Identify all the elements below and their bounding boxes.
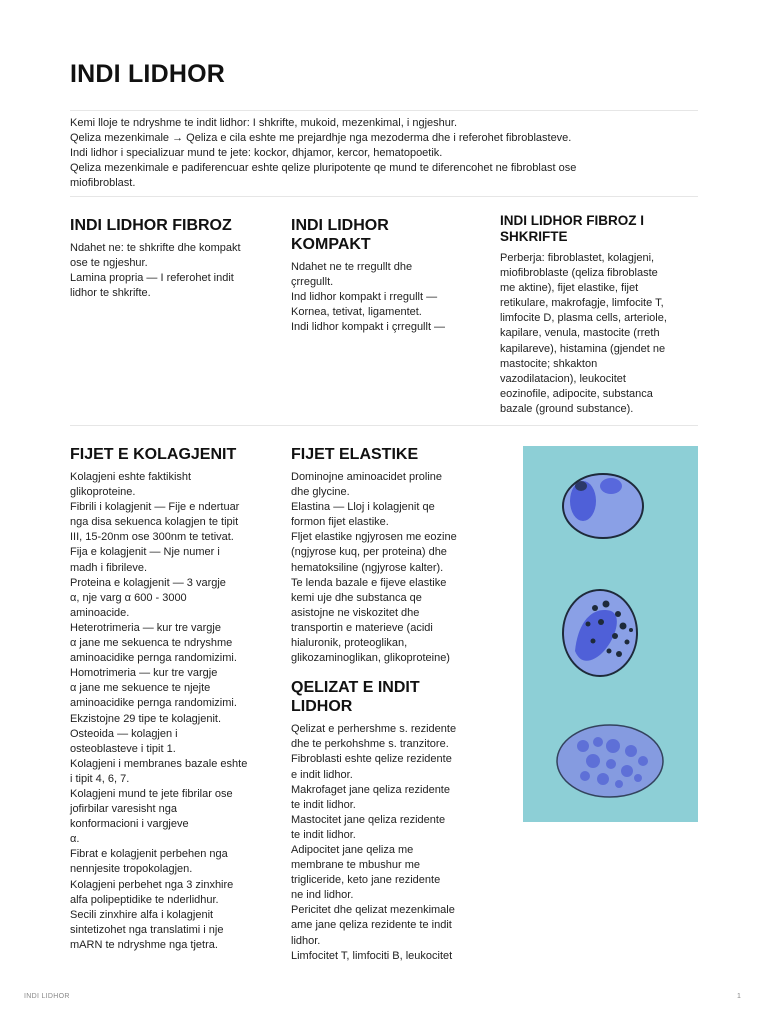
section-line: retikulare, makrofagje, limfocite T,: [500, 297, 664, 310]
section-line: Elastina — Lloj i kolagjenit qe: [291, 501, 435, 514]
section-line: kapilare, venula, mastocite (rreth: [500, 327, 660, 340]
section-line: trigliceride, keto jane rezidente: [291, 874, 441, 887]
heading-line: LIDHOR: [291, 698, 353, 716]
section-line: aminoacide.: [70, 606, 130, 619]
section-line: alfa polipeptidike te nderlidhur.: [70, 893, 219, 906]
section-kompakt: [291, 216, 481, 335]
heading-line: INDI LIDHOR: [291, 217, 389, 234]
section-heading: [291, 678, 486, 716]
section-line: jofirbilar varesisht nga: [70, 803, 177, 816]
section-line: Makrofaget jane qeliza rezidente: [291, 783, 450, 796]
intro-line: Qeliza mezenkimale e padiferencuar eshte qelize pluripotente qe mund te diferencohet ne fibroblast ose: [70, 162, 577, 174]
section-shkrifte: [500, 213, 700, 417]
cells-drawing: [523, 446, 698, 822]
section-line: Ind lidhor kompakt i rregullt —: [291, 291, 438, 304]
connective-tissue-cells-illustration: [523, 446, 698, 822]
section-line: ose te ngjeshur.: [70, 257, 148, 270]
section-heading: INDI LIDHOR FIBROZ: [70, 217, 232, 234]
intro-line: miofibroblast.: [70, 177, 136, 189]
section-line: α jane me sekuence te njejte: [70, 682, 211, 695]
section-line: Osteoida — kolagjen i: [70, 727, 178, 740]
section-line: aminoacidike pernga randomizimi.: [70, 652, 237, 665]
section-line: glikozaminoglikan, glikoproteine): [291, 652, 450, 665]
section-heading: [500, 213, 700, 245]
section-line: transportin e materieve (acidi: [291, 621, 433, 634]
intro-line: Indi lidhor i specializuar mund te jete: kockor, dhjamor, kercor, hematopoetik.: [70, 147, 443, 159]
heading-line: INDI LIDHOR FIBROZ I: [500, 213, 644, 228]
section-line: α, nje varg α 600 - 3000: [70, 591, 187, 604]
section-line: Pericitet dhe qelizat mezenkimale: [291, 904, 455, 917]
section-line: glikoproteine.: [70, 486, 136, 499]
section-line: nga disa sekuenca kolagjen te tipit: [70, 516, 239, 529]
section-line: çrregullt.: [291, 276, 334, 289]
section-line: e indit lidhor.: [291, 768, 353, 781]
cell-granule: [575, 481, 587, 491]
section-line: nennjesite tropokolagjen.: [70, 863, 193, 876]
section-line: Fija e kolagjenit — Nje numer i: [70, 546, 220, 559]
section-line: limfocite D, plasma cells, arteriole,: [500, 312, 667, 325]
section-line: bazale (ground substance).: [500, 402, 634, 415]
section-elastike: [291, 445, 486, 964]
section-line: hialuronik, proteoglikan,: [291, 637, 408, 650]
section-line: aminoacidike pernga randomizimi.: [70, 697, 237, 710]
cell-nucleus: [600, 478, 622, 494]
section-kolagjen: [70, 445, 275, 953]
section-line: ame jane qeliza rezidente te indit: [291, 919, 452, 932]
section-line: mastocite; shkakton: [500, 357, 598, 370]
divider: [70, 196, 698, 197]
section-heading: FIJET ELASTIKE: [291, 446, 419, 463]
section-line: (ngjyrose kuq, per proteina) dhe: [291, 546, 447, 559]
footer-document-title: INDI LIDHOR: [24, 993, 70, 1000]
section-line: Kolagjeni perbehet nga 3 zinxhire: [70, 878, 234, 891]
section-line: te indit lidhor.: [291, 798, 356, 811]
intro-block: [70, 116, 698, 191]
section-line: Fibrat e kolagjenit perbehen nga: [70, 848, 228, 861]
section-line: Fljet elastike ngjyrosen me eozine: [291, 531, 457, 544]
section-line: Kolagjeni i membranes bazale eshte: [70, 757, 248, 770]
section-line: Proteina e kolagjenit — 3 vargje: [70, 576, 226, 589]
section-line: vazodilatacion), leukocitet: [500, 372, 626, 385]
section-line: asistojne ne viskozitet dhe: [291, 606, 420, 619]
divider: [70, 110, 698, 111]
section-line: kemi uje dhe substanca qe: [291, 591, 422, 604]
section-line: membrane te mbushur me: [291, 859, 420, 872]
section-line: Fibroblasti eshte qelize rezidente: [291, 753, 452, 766]
section-line: lidhor.: [291, 934, 321, 947]
section-line: te indit lidhor.: [291, 828, 356, 841]
section-line: Te lenda bazale e fijeve elastike: [291, 576, 447, 589]
section-line: α.: [70, 833, 80, 846]
section-line: formon fijet elastike.: [291, 516, 389, 529]
section-line: kapilareve), histamina (gjendet ne: [500, 342, 666, 355]
section-line: Dominojne aminoacidet proline: [291, 471, 443, 483]
section-heading: FIJET E KOLAGJENIT: [70, 446, 237, 463]
section-line: me aktine), fijet elastike, fijet: [500, 282, 639, 295]
section-line: Homotrimeria — kur tre vargje: [70, 667, 218, 680]
section-line: Ndahet ne te rregullt dhe: [291, 261, 413, 273]
section-line: mARN te ndryshme nga tjetra.: [70, 938, 218, 951]
section-line: Kolagjeni mund te jete fibrilar ose: [70, 787, 233, 800]
section-line: madh i fibrileve.: [70, 561, 148, 574]
section-line: Indi lidhor kompakt i çrregullt —: [291, 321, 446, 334]
section-line: Perberja: fibroblastet, kolagjeni,: [500, 252, 655, 264]
section-line: Ndahet ne: te shkrifte dhe kompakt: [70, 242, 241, 254]
intro-line: Qeliza mezenkimale → Qeliza e cila eshte me prejardhje nga mezoderma dhe i referohet fibroblasteve.: [70, 132, 572, 144]
section-line: Limfocitet T, limfociti B, leukocitet: [291, 949, 453, 962]
section-line: Fibrili i kolagjenit — Fije e ndertuar: [70, 501, 240, 514]
section-line: Kolagjeni eshte faktikisht: [70, 471, 192, 483]
heading-line: SHKRIFTE: [500, 229, 568, 244]
section-line: hematoksiline (ngjyrose kalter).: [291, 561, 444, 574]
section-line: sintetizohet nga translatimi i nje: [70, 923, 224, 936]
section-line: ne ind lidhor.: [291, 889, 354, 902]
footer-page-number: 1: [737, 993, 741, 1000]
divider: [70, 425, 698, 426]
section-line: dhe glycine.: [291, 486, 350, 499]
section-line: Lamina propria — I referohet indit: [70, 272, 234, 285]
section-line: eozinofile, adipocite, substanca: [500, 387, 653, 400]
section-line: osteoblasteve i tipit 1.: [70, 742, 176, 755]
section-line: α jane me sekuenca te ndryshme: [70, 637, 233, 650]
section-line: Kornea, tetivat, ligamentet.: [291, 306, 422, 319]
section-line: miofibroblaste (qeliza fibroblaste: [500, 267, 658, 280]
page-title: INDI LIDHOR: [70, 60, 225, 88]
section-line: lidhor te shkrifte.: [70, 287, 151, 300]
heading-line: KOMPAKT: [291, 236, 371, 253]
section-fibroz: [70, 216, 270, 301]
section-line: Secili zinxhire alfa i kolagjenit: [70, 908, 214, 921]
section-line: i tipit 4, 6, 7.: [70, 772, 130, 785]
section-line: dhe te perkohshme s. tranzitore.: [291, 738, 449, 751]
section-line: Ekzistojne 29 tipe te kolagjenit.: [70, 712, 222, 725]
heading-line: QELIZAT E INDIT: [291, 679, 420, 697]
section-line: Mastocitet jane qeliza rezidente: [291, 813, 446, 826]
section-heading: [291, 216, 481, 254]
section-line: Heterotrimeria — kur tre vargje: [70, 621, 221, 634]
section-line: III, 15-20nm ose 300nm te tetivat.: [70, 531, 234, 544]
section-line: Qelizat e perhershme s. rezidente: [291, 723, 457, 736]
intro-line: Kemi lloje te ndryshme te indit lidhor: I shkrifte, mukoid, mezenkimal, i ngjeshur.: [70, 117, 457, 129]
section-line: konformacioni i vargjeve: [70, 818, 189, 831]
section-line: Adipocitet jane qeliza me: [291, 843, 414, 856]
